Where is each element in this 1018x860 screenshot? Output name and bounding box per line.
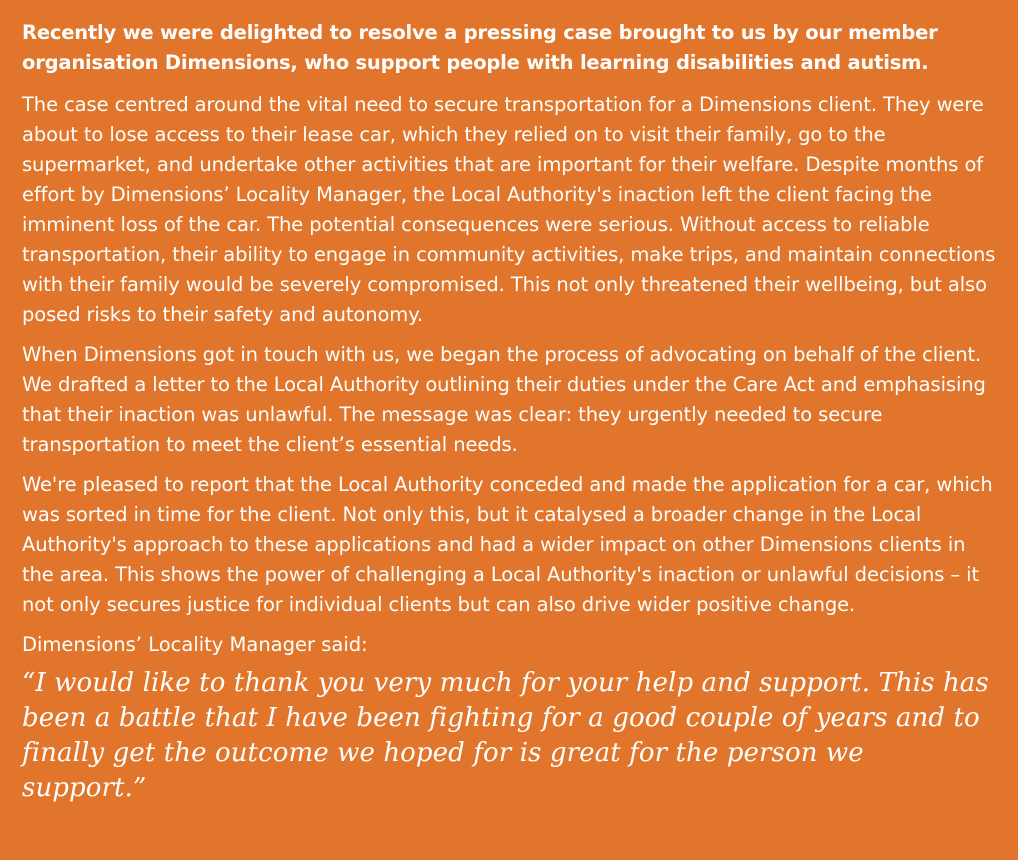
body-paragraph-2: When Dimensions got in touch with us, we began the process of advocating on behalf of the client. We drafted a letter to the Local Authority outlining their duties under the Care Act and emphasising that their inaction was unlawful. The message was clear: they urgently needed to secure transportation to meet the client’s essential needs. [22,343,986,456]
quote-attribution: Dimensions’ Locality Manager said: [22,633,368,656]
lead-paragraph: Recently we were delighted to resolve a pressing case brought to us by our member organisation Dimensions, who support people with learning disabilities and autism. [22,21,938,74]
testimonial-quote: “I would like to thank you very much for your help and support. This has been a battle that I have been fighting for a good couple of years and to finally get the outcome we hoped for is great for the person we support.” [22,668,989,803]
body-paragraph-3: We're pleased to report that the Local Authority conceded and made the application for a car, which was sorted in time for the client. Not only this, but it catalysed a broader change in the Local Authority's approach to these applications and had a wider impact on other Dimensions clients in the area. This shows the power of challenging a Local Authority's inaction or unlawful decisions – it not only secures justice for individual clients but can also drive wider positive change. [22,473,993,616]
body-paragraph-1: The case centred around the vital need to secure transportation for a Dimensions client. They were about to lose access to their lease car, which they relied on to visit their family, go to the supermarket, and undertake other activities that are important for their welfare. Despite months of effort by Dimensions’ Locality Manager, the Local Authority's inaction left the client facing the imminent loss of the car. The potential consequences were serious. Without access to reliable transportation, their ability to engage in community activities, make trips, and maintain connections with their family would be severely compromised. This not only threatened their wellbeing, but also posed risks to their safety and autonomy. [22,93,996,326]
